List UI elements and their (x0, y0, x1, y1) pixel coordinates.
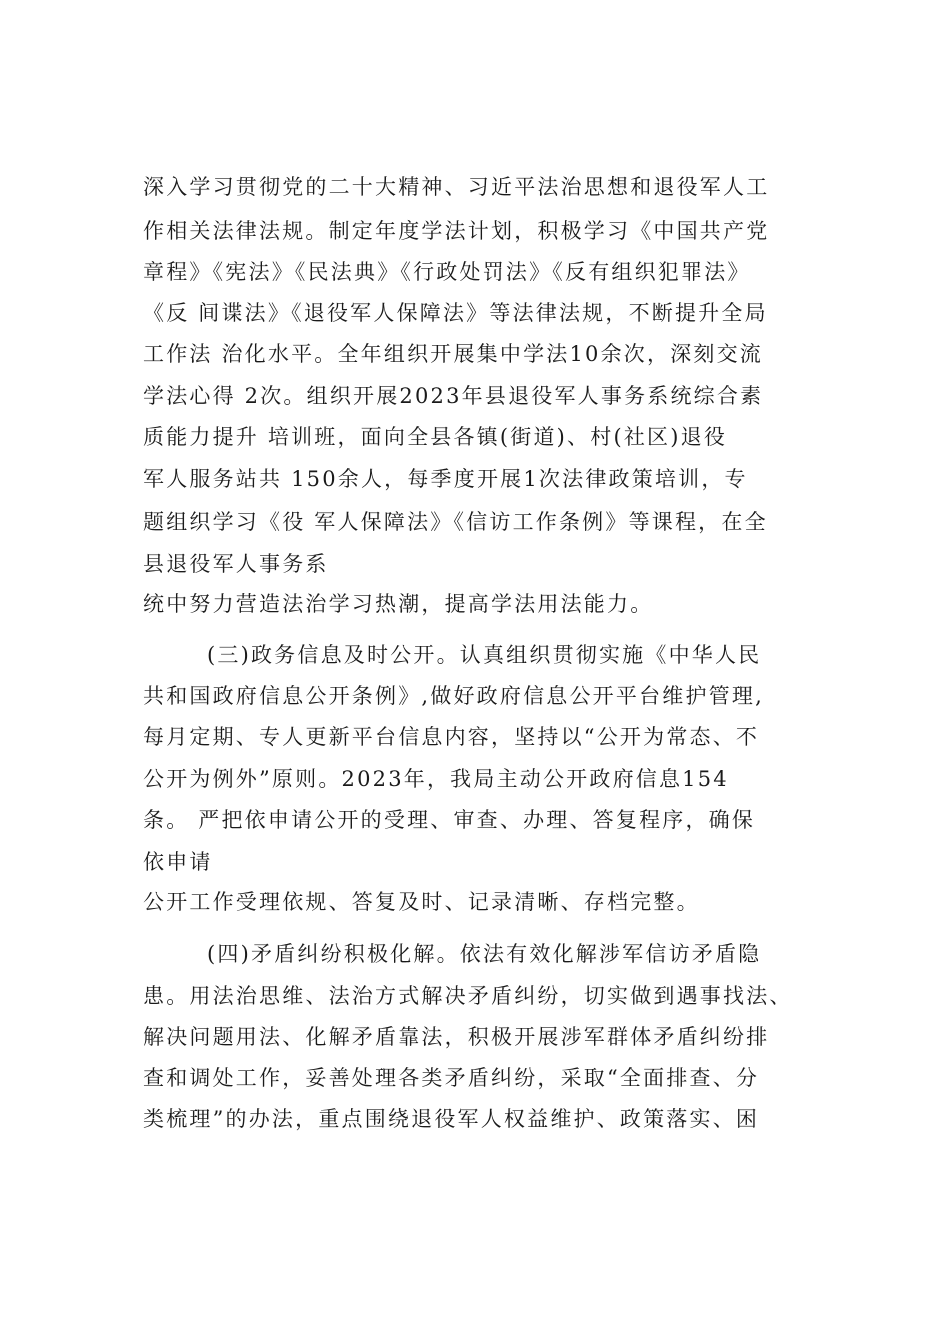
text-line: 类梳理”的办法，重点围绕退役军人权益维护、政策落实、困 (143, 1107, 760, 1131)
text-line: 县退役军人事务系 (143, 552, 329, 576)
section-heading-line: (四)矛盾纠纷积极化解。依法有效化解涉军信访矛盾隐 (207, 942, 762, 966)
text-line: 章程》《宪法》《民法典》《行政处罚法》《反有组织犯罪法》 (143, 260, 751, 284)
text-line: 依申请 (143, 850, 213, 874)
text-line: 公开工作受理依规、答复及时、记录清晰、存档完整。 (143, 890, 700, 914)
text-line: 患。用法治思维、法治方式解决矛盾纠纷，切实做到遇事找法、 (143, 984, 793, 1008)
text-line: 每月定期、专人更新平台信息内容，坚持以“公开为常态、不 (143, 725, 760, 749)
text-line: 查和调处工作，妥善处理各类矛盾纠纷，采取“全面排查、分 (143, 1066, 760, 1090)
text-line: 题组织学习《役 军人保障法》《信访工作条例》等课程，在全 (143, 510, 768, 534)
text-line: 条。 严把依申请公开的受理、审查、办理、答复程序，确保 (143, 808, 756, 832)
section-heading-line: (三)政务信息及时公开。认真组织贯彻实施《中华人民 (207, 643, 762, 667)
text-line: 军人服务站共 150余人，每季度开展1次法律政策培训，专 (143, 467, 748, 491)
text-line: 质能力提升 培训班，面向全县各镇(街道)、村(社区)退役 (143, 425, 728, 449)
text-line: 工作法 治化水平。全年组织开展集中学法10余次，深刻交流 (143, 342, 763, 366)
text-line: 深入学习贯彻党的二十大精神、习近平法治思想和退役军人工 (143, 175, 770, 199)
text-line: 解决问题用法、化解矛盾靠法，积极开展涉军群体矛盾纠纷排 (143, 1025, 770, 1049)
text-line: 公开为例外”原则。2023年，我局主动公开政府信息154 (143, 767, 729, 791)
text-line: 学法心得 2次。组织开展2023年县退役军人事务系统综合素 (143, 384, 764, 408)
text-line: 共和国政府信息公开条例》,做好政府信息公开平台维护管理, (143, 684, 764, 708)
text-line: 统中努力营造法治学习热潮，提高学法用法能力。 (143, 592, 654, 616)
text-line: 《反 间谍法》《退役军人保障法》等法律法规，不断提升全局 (143, 301, 768, 325)
text-line: 作相关法律法规。制定年度学法计划，积极学习《中国共产党 (143, 219, 770, 243)
